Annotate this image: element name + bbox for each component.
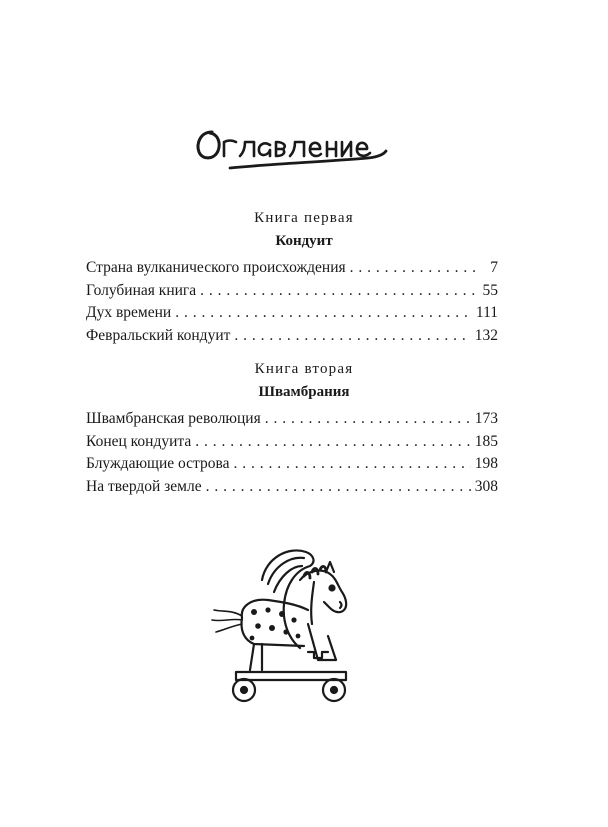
- chapter-page: 173: [474, 410, 498, 427]
- dot-leader: [175, 304, 472, 322]
- toc-entry[interactable]: [86, 455, 498, 478]
- chapter-title: Блуждающие острова: [86, 455, 230, 472]
- toc-entry[interactable]: [86, 327, 498, 350]
- dot-leader: [265, 410, 471, 428]
- book-2-chapter-list: [86, 410, 498, 500]
- chapter-page: 185: [474, 432, 498, 450]
- dot-leader: [195, 433, 471, 451]
- chapter-title: Голубиная книга: [86, 281, 197, 299]
- book-1-label: Книга первая: [254, 210, 354, 226]
- dot-leader: [234, 455, 471, 473]
- toy-horse-illustration: [196, 540, 396, 712]
- dot-leader: [350, 259, 476, 277]
- toc-entry[interactable]: [86, 304, 498, 327]
- chapter-title: Страна вулканического происхождения: [86, 259, 346, 276]
- chapter-title: Конец кондуита: [86, 432, 192, 450]
- chapter-title: Дух времени: [86, 304, 172, 321]
- toc-heading-lettering: [190, 118, 400, 178]
- chapter-page: 308: [474, 477, 498, 495]
- book-2-label: Книга вторая: [254, 361, 354, 377]
- chapter-page: 132: [474, 326, 498, 344]
- book-1-title: Кондуит: [275, 233, 333, 249]
- toc-heading: [190, 118, 400, 178]
- chapter-page: 111: [475, 304, 498, 321]
- toc-entry[interactable]: [86, 433, 498, 456]
- book-1-chapter-list: [86, 259, 498, 349]
- chapter-page: 55: [482, 281, 498, 299]
- toc-entry[interactable]: [86, 410, 498, 433]
- toc-entry[interactable]: [86, 259, 498, 282]
- toy-horse-icon: [196, 540, 396, 712]
- chapter-title: Швамбранская революция: [86, 410, 261, 427]
- toc-entry[interactable]: [86, 282, 498, 305]
- chapter-page: 198: [474, 455, 498, 472]
- toc-entry[interactable]: [86, 478, 498, 501]
- book-2-title: Швамбрания: [258, 384, 350, 400]
- dot-leader: [200, 282, 476, 300]
- chapter-page: 7: [490, 259, 498, 276]
- chapter-title: Февральский кондуит: [86, 326, 231, 344]
- dot-leader: [234, 327, 470, 345]
- dot-leader: [206, 478, 471, 496]
- chapter-title: На твердой земле: [86, 477, 202, 495]
